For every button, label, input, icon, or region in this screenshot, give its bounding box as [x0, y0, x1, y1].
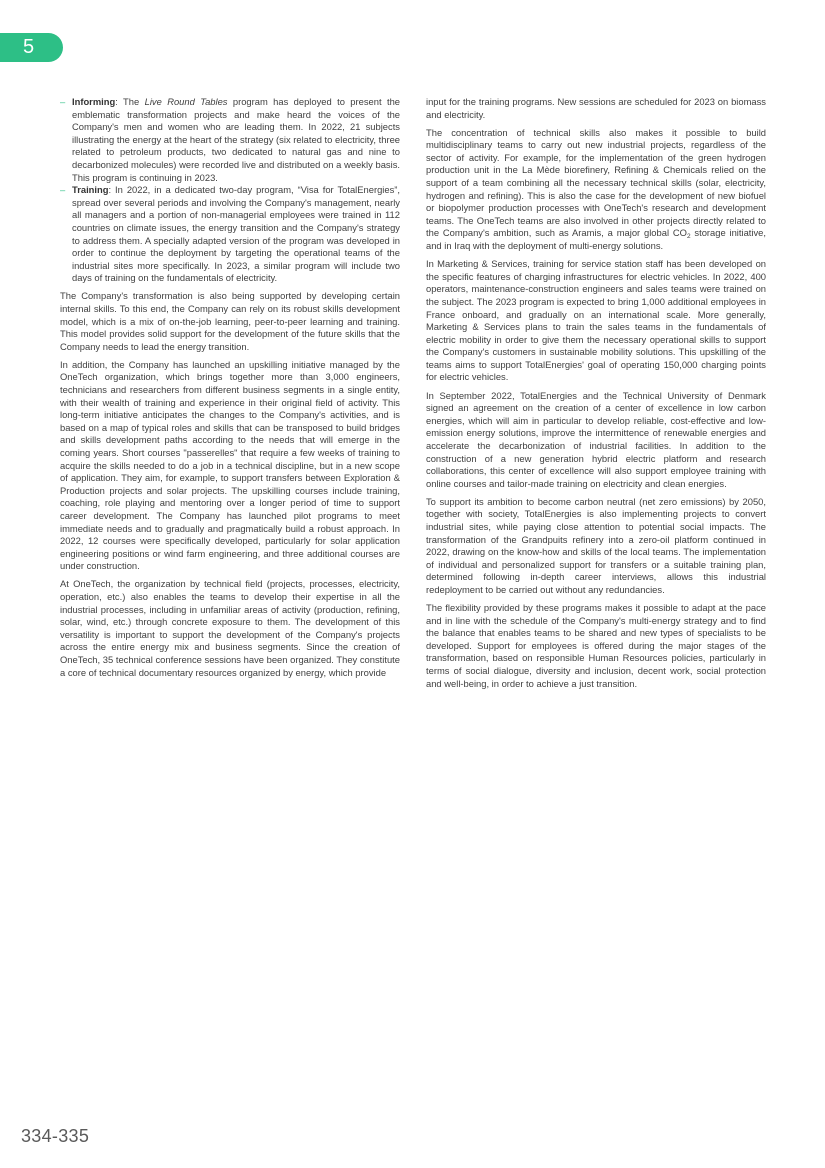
- bullet-term: Training: [72, 184, 109, 196]
- paragraph: In Marketing & Services, training for service station staff has been developed on the specific features of charging infrastructures for electric vehicles. In 2022, 400 operators, maintenance-construction engineers and sales teams were trained on the subject. The 2023 program is expected to bring 1,000 additional employees in France onboard, and gradually on an international scale. More generally, Marketing & Services plans to train the sales teams in the fundamentals of electric mobility in order to give them the necessary operational skills to support the Company's customers in sustainable mobility solutions. This upskilling of the teams aims to support TotalEnergies' goal of operating 150,000 charging points for electric vehicles.: [426, 258, 766, 383]
- bullet-list: [60, 96, 400, 285]
- right-column: [426, 96, 766, 696]
- paragraph: input for the training programs. New sessions are scheduled for 2023 on biomass and electricity.: [426, 96, 766, 120]
- paragraph: The Company's transformation is also being supported by developing certain internal skills. To this end, the Company can rely on its robust skills development model, which is a mix of on-the-job learning, peer-to-peer learning and training. This model provides solid support for the development of the future skills that the Company needs to lead the energy transition.: [60, 290, 400, 352]
- left-column: [60, 96, 400, 685]
- program-name: Live Round Tables: [144, 96, 228, 107]
- bullet-term: Informing: [72, 96, 116, 107]
- paragraph: At OneTech, the organization by technical field (projects, processes, electricity, operation, etc.) also enables the teams to develop their expertise in all the industrial processes, including in unfamiliar areas of activity (production, refining, solar, wind, etc.) through concrete exposure to them. The development of this versatility is important to support the development of the Company's projects across the entire energy mix and business segments. Since the creation of OneTech, 35 technical conference sessions have been organized. They constitute a core of technical documentary resources organized by energy, which provide: [60, 578, 400, 678]
- chapter-tab: [0, 33, 63, 62]
- bullet-training: – Training: In 2022, in a dedicated two-day program, “Visa for TotalEnergies”, spread over several periods and involving the Company's management, nearly all managers and a portion of non-managerial employees were trained in 112 countries on climate issues, the energy transition and the Company's strategy to address them. A specially adapted version of the program was developed in order to continue the deployment by targeting the operational teams of the industrial sites more specifically. In 2023, a similar program will include two days of training on the fundamentals of electricity.: [72, 184, 400, 285]
- paragraph: The concentration of technical skills also makes it possible to build multidisciplinary teams to carry out new industrial projects, regardless of the sector of activity. For example, for the implementation of the green hydrogen production unit in the La Mède biorefinery, Refining & Chemicals relied on the support of a team combining all the necessary technical skills (solar, electricity, hydrogen and refining). This is also the case for the development of new biofuel or biopolymer production processes with OneTech's research and development teams. The OneTech teams are also involved in other projects directly related to the Company's ambition, such as Aramis, a major global $CO_2$ storage initiative, and in Iraq with the deployment of multi-energy solutions.: [426, 126, 766, 252]
- chapter-number: 5: [22, 36, 35, 58]
- bullet-informing: – Informing: The Live Round Tables program has deployed to present the emblematic transformation projects and make heard the voices of the Company's men and women who are leading them. In 2022, 21 subjects illustrating the energy at the heart of the strategy (six related to electricity, three related to petroleum products, two dedicated to natural gas and nine to decarbonized molecules) were recorded live and distributed on a weekly basis. This program is continuing in 2023.: [72, 96, 400, 184]
- page-number: 334-335: [21, 1126, 90, 1146]
- paragraph: In September 2022, TotalEnergies and the Technical University of Denmark signed an agreement on the creation of a center of excellence in low carbon energies, which will aim in particular to develop reliable, cost-effective and low-emission energy solutions, improve the intermittence of renewable energies and accelerate the decarbonization of industrial facilities. In addition to the construction of a new generation hybrid electric platform and research collaborations, this center of excellence will also support employee training with online courses and tailor-made training on electricity and clean energies.: [426, 389, 766, 489]
- paragraph: To support its ambition to become carbon neutral (net zero emissions) by 2050, together with society, TotalEnergies is also implementing projects to convert industrial sites, while paying close attention to potential social impacts. The transformation of the Grandpuits refinery into a zero-oil platform continued in 2022, drawing on the know-how and skills of the local teams. The implementation of individual and personalized support for transfers or a suitable training plan, determined following in-depth career interviews, allows this industrial redeployment to be carried out without any redundancies.: [426, 495, 766, 595]
- paragraph: The flexibility provided by these programs makes it possible to adapt at the pace and in line with the schedule of the Company's multi-energy strategy and to find the balance that enables teams to be shared and new types of specialists to be developed. Support for employees is offered during the major stages of the transformation, based on responsible Human Resources policies, particularly in terms of social dialogue, diversity and inclusion, decent work, social protection and well-being, in order to achieve a just transition.: [426, 602, 766, 689]
- subscript: 2: [686, 233, 691, 241]
- paragraph: In addition, the Company has launched an upskilling initiative managed by the OneTech organization, which brings together more than 3,000 engineers, technicians and researchers from different business segments in a single entity, with their wealth of training and experience in their original field of activity. This long-term initiative anticipates the changes to the Company's activities, and is based on a map of typical roles and skills that can be transposed to build bridges and skills development paths according to the needs that will emerge in the coming years. Short courses "passerelles" that require a few weeks of training to acquire the skills needed to do a job in a technical discipline, but in a new scope of application. They aim, for example, to support transfers between Exploration & Production projects and solar projects. The upskilling courses include training, coaching, role playing and mentoring over a longer period of time to support career development. The Company has launched pilot programs to meet immediate needs and to gradually and pragmatically build a robust approach. In 2022, 12 courses were specifically developed, particularly for solar application engineering positions or wind farm engineering, and three additional courses are under construction.: [60, 358, 400, 572]
